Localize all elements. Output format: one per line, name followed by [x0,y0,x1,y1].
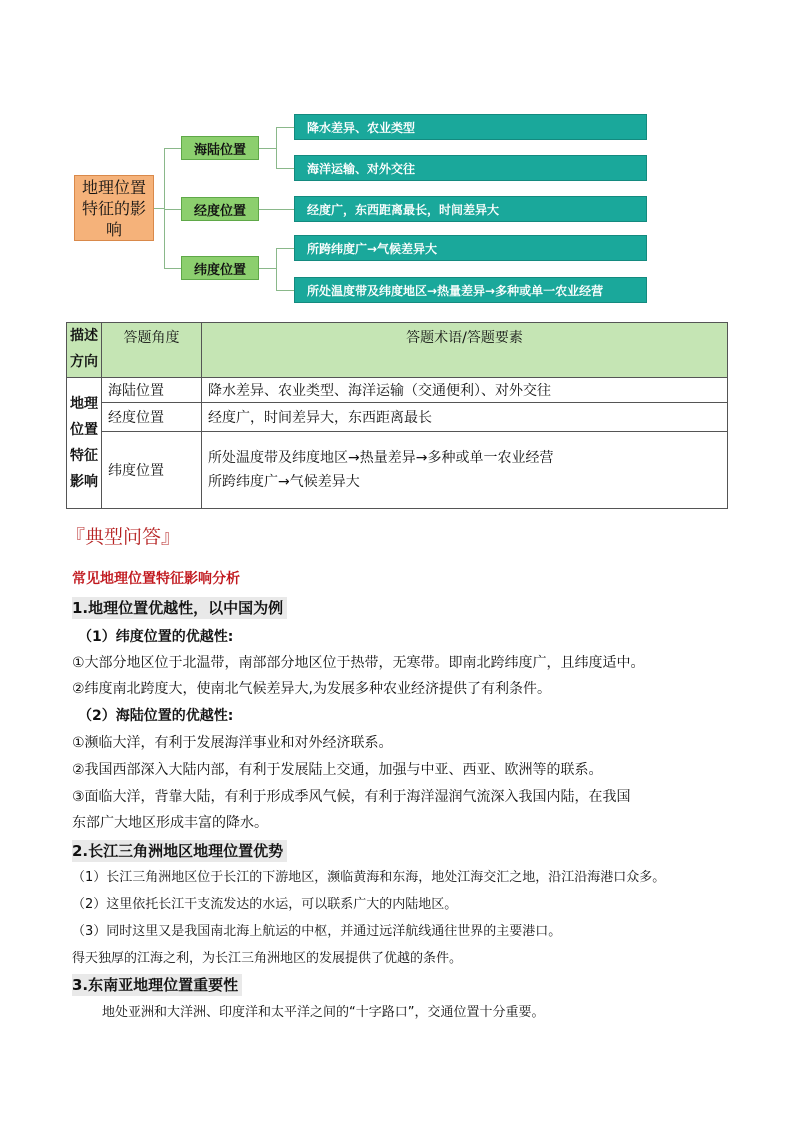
mindmap-leaf: 经度广，东西距离最长，时间差异大 [294,196,647,222]
connector-line [276,290,294,291]
mindmap-root: 地理位置特征的影响 [74,175,154,241]
paragraph: （2）这里依托长江干支流发达的水运，可以联系广大的内陆地区。 [72,897,458,912]
table-cell-terms: 经度广，时间差异大，东西距离最长 [202,403,728,432]
connector-line [259,148,276,149]
mindmap-node-sea-land: 海陆位置 [181,136,259,160]
table-row [67,403,728,432]
connector-line [276,127,294,128]
table-header-cell: 描述方向 [67,323,102,378]
table-header-cell: 答题角度 [102,323,202,378]
table-term-line: 所处温度带及纬度地区→热量差异→多种或单一农业经营 [208,450,554,466]
connector-line [154,208,164,209]
connector-line [164,268,181,269]
mindmap-leaf: 所跨纬度广→气候差异大 [294,235,647,261]
connector-line [259,268,276,269]
connector-line [164,148,181,149]
connector-line [276,127,277,168]
table-cell-terms: 降水差异、农业类型、海洋运输（交通便利）、对外交往 [202,378,728,403]
heading-2: 2.长江三角洲地区地理位置优势 [72,840,287,862]
subheading-sea-land: （2）海陆位置的优越性: [78,708,234,724]
paragraph: （1）长江三角洲地区位于长江的下游地区，濒临黄海和东海，地处江海交汇之地，沿江沿海港口众多。 [72,870,666,885]
mindmap-diagram [0,0,794,320]
paragraph: 东部广大地区形成丰富的降水。 [72,815,268,831]
section-title: 『典型问答』 [66,526,181,548]
mindmap-leaf: 降水差异、农业类型 [294,114,647,140]
table-group-cell: 地理位置特征影响 [67,378,102,509]
paragraph: ①大部分地区位于北温带，南部部分地区位于热带，无寒带。即南北跨纬度广，且纬度适中。 [72,655,645,671]
section-subhead: 常见地理位置特征影响分析 [72,571,240,587]
subheading-latitude: （1）纬度位置的优越性: [78,629,234,645]
table-cell-angle: 经度位置 [102,403,202,432]
connector-line [164,209,181,210]
table-term-line: 所跨纬度广→气候差异大 [208,474,360,490]
table-header-row [67,323,728,378]
table-cell-terms [202,432,728,509]
connector-line [276,168,294,169]
paragraph: 地处亚洲和大洋洲、印度洋和太平洋之间的“十字路口”，交通位置十分重要。 [102,1005,545,1020]
connector-line [259,209,294,210]
connector-line [164,148,165,268]
paragraph: ②我国西部深入大陆内部，有利于发展陆上交通，加强与中亚、西亚、欧洲等的联系。 [72,762,603,778]
mindmap-node-latitude: 纬度位置 [181,256,259,280]
table-header-cell: 答题术语/答题要素 [202,323,728,378]
answer-table [66,322,728,509]
table-cell-angle: 海陆位置 [102,378,202,403]
paragraph: ②纬度南北跨度大，使南北气候差异大,为发展多种农业经济提供了有利条件。 [72,681,551,697]
mindmap-leaf: 海洋运输、对外交往 [294,155,647,181]
heading-1: 1.地理位置优越性，以中国为例 [72,597,287,619]
table-row [67,432,728,509]
table-cell-angle: 纬度位置 [102,432,202,509]
paragraph: ③面临大洋，背靠大陆，有利于形成季风气候，有利于海洋湿润气流深入我国内陆，在我国 [72,789,631,805]
paragraph: （3）同时这里又是我国南北海上航运的中枢，并通过远洋航线通往世界的主要港口。 [72,924,562,939]
heading-3: 3.东南亚地理位置重要性 [72,974,242,996]
mindmap-leaf: 所处温度带及纬度地区→热量差异→多种或单一农业经营 [294,277,647,303]
connector-line [276,248,277,290]
mindmap-node-longitude: 经度位置 [181,197,259,221]
paragraph: 得天独厚的江海之利，为长江三角洲地区的发展提供了优越的条件。 [72,951,463,966]
connector-line [276,248,294,249]
table-row [67,378,728,403]
paragraph: ①濒临大洋，有利于发展海洋事业和对外经济联系。 [72,735,393,751]
